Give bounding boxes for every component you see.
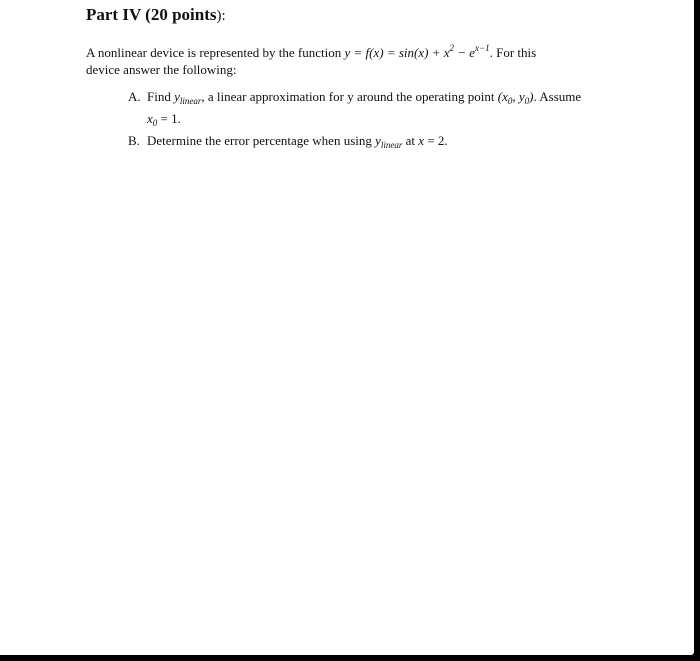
question-a-t1: Find bbox=[147, 89, 175, 104]
question-a-letter: A. bbox=[128, 89, 141, 104]
function-exponent-2: 2 bbox=[449, 43, 454, 53]
question-a-point-open: (x bbox=[497, 89, 508, 104]
question-b-t2: at bbox=[402, 133, 419, 148]
intro-lead: A nonlinear device is represented by the function bbox=[86, 45, 345, 60]
question-a-x0: x bbox=[147, 111, 153, 126]
function-minus-e: − e bbox=[453, 45, 476, 60]
function-expression: y = f(x) = sin(x) + x bbox=[344, 45, 450, 60]
question-b-t1: Determine the error percentage when using bbox=[147, 133, 376, 148]
function-exponent-x: x−1 bbox=[475, 43, 490, 53]
heading-trail: ): bbox=[216, 8, 226, 24]
question-a-point-sub1: 0 bbox=[524, 96, 530, 106]
question-a-y-sub: linear bbox=[179, 96, 202, 106]
problem-statement bbox=[86, 40, 626, 78]
question-b-letter: B. bbox=[128, 133, 140, 148]
intro-tail-a: . For this bbox=[489, 45, 537, 60]
question-a-x0-sub: 0 bbox=[152, 118, 158, 128]
heading-title: Part IV (20 points bbox=[86, 5, 217, 24]
question-list bbox=[128, 88, 628, 154]
question-a-point-mid: , y bbox=[512, 89, 525, 104]
question-b-y: y bbox=[375, 133, 381, 148]
question-b-y-sub: linear bbox=[380, 140, 403, 150]
intro-tail-b: device answer the following: bbox=[86, 62, 237, 77]
question-b bbox=[128, 132, 628, 154]
question-b-eq-val: = 2. bbox=[424, 133, 448, 148]
question-a-t2: , a linear approximation for y around the operating point bbox=[201, 89, 498, 104]
question-a-point-close: ) bbox=[529, 89, 534, 104]
question-a-point-sub0: 0 bbox=[507, 96, 513, 106]
question-a-y: y bbox=[174, 89, 180, 104]
question-b-eq: x bbox=[418, 133, 425, 148]
question-a-x0-val: = 1. bbox=[157, 111, 181, 126]
question-a bbox=[128, 88, 628, 132]
section-heading bbox=[86, 5, 226, 25]
question-a-t3: . Assume bbox=[533, 89, 582, 104]
question-a-line2 bbox=[147, 110, 628, 132]
